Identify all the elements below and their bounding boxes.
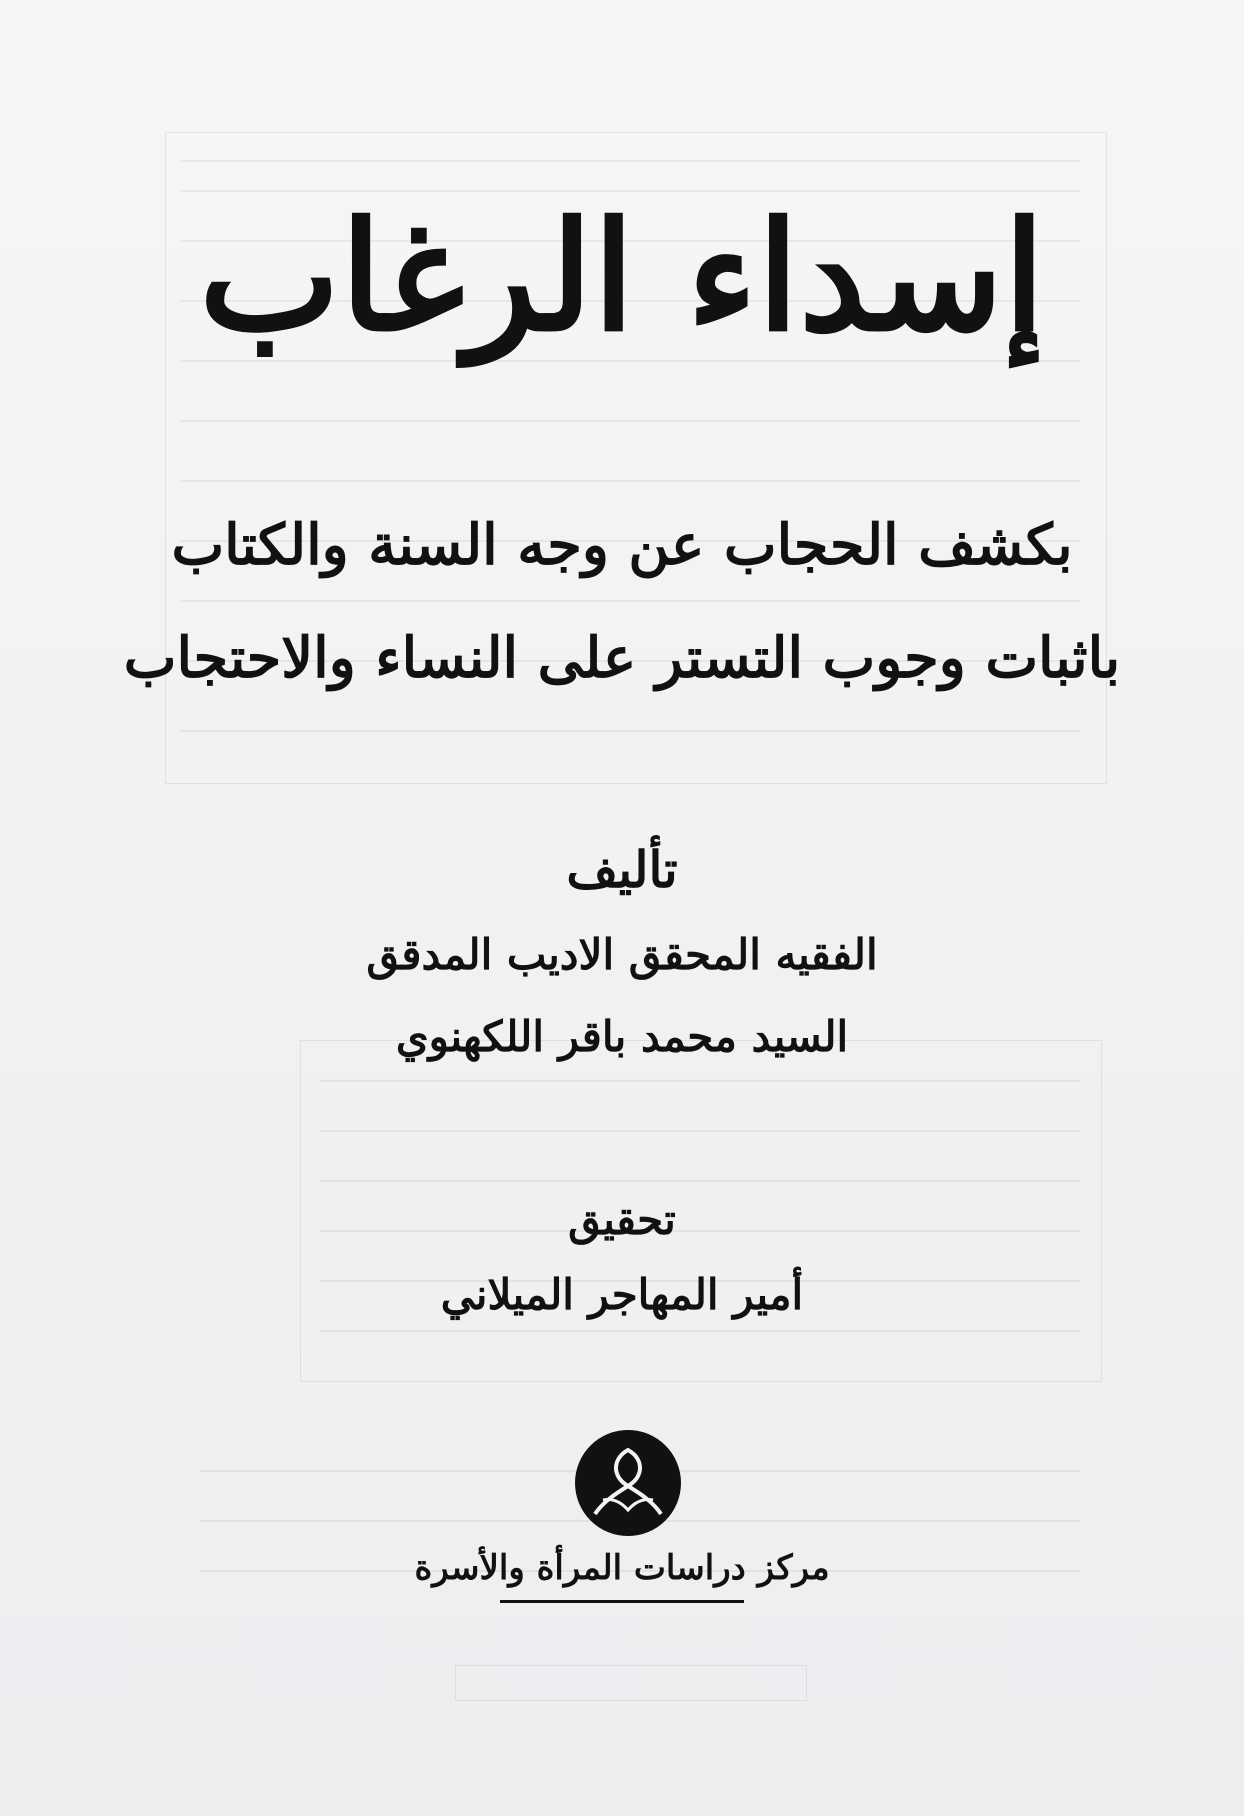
publisher-emblem-icon [573,1428,683,1538]
publisher-underline [500,1600,744,1603]
book-subtitle-line-1: بكشف الحجاب عن وجه السنة والكتاب [171,512,1073,578]
book-title: إسداء الرغاب [198,189,1046,365]
publisher-name: مركز دراسات المرأة والأسرة [414,1548,830,1588]
authorship-label: تأليف [566,840,678,899]
edited-by-label: تحقيق [568,1195,676,1244]
book-subtitle-line-2: باثبات وجوب التستر على النساء والاحتجاب [123,625,1121,691]
editor-name: أمير المهاجر الميلاني [440,1270,804,1319]
author-description: الفقيه المحقق الاديب المدقق [366,930,878,979]
author-name: السيد محمد باقر اللكهنوي [395,1012,849,1061]
